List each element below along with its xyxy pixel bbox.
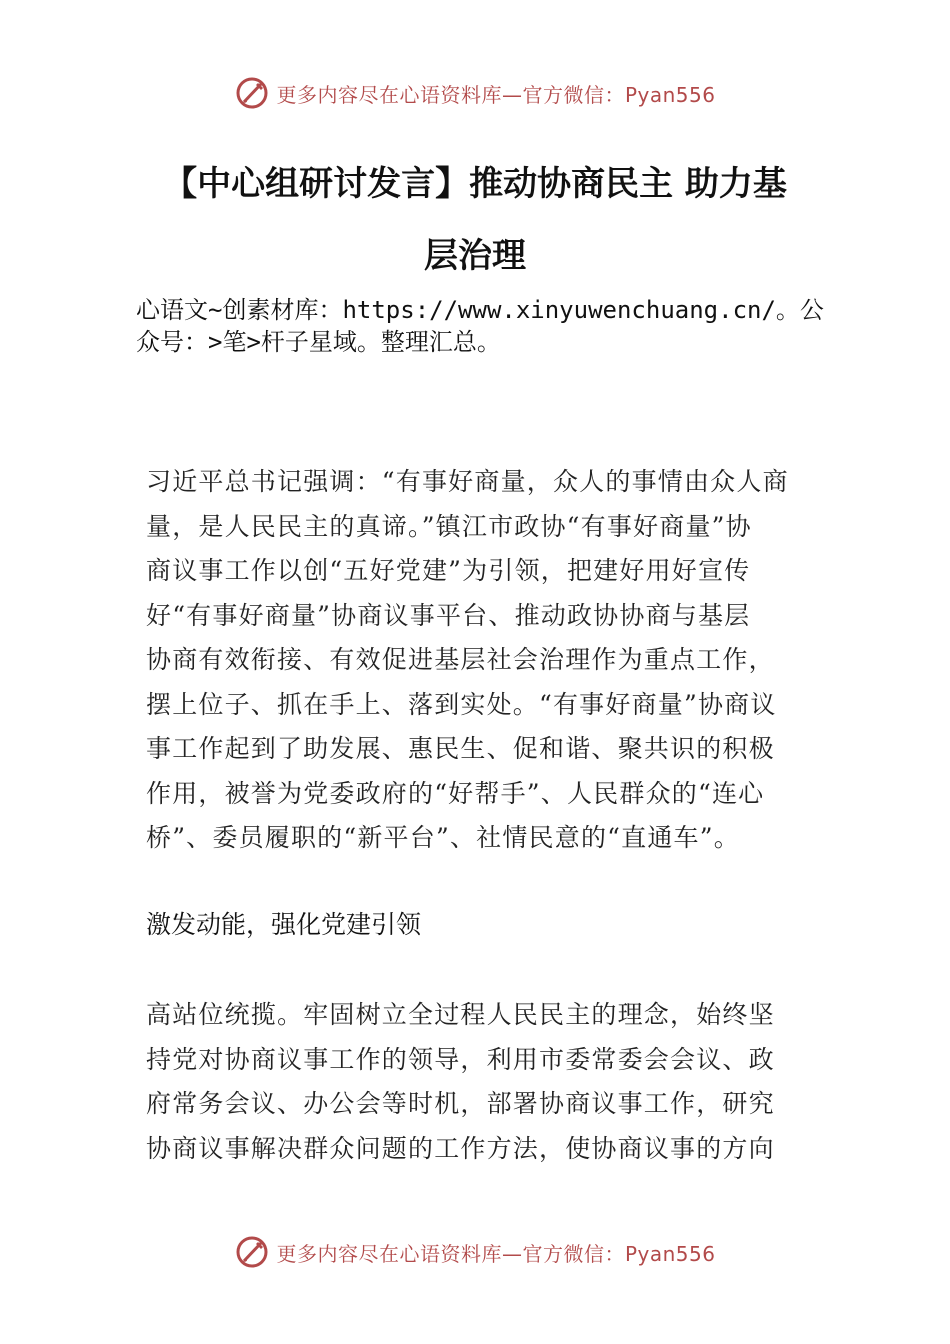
text-line: 持党对协商议事工作的领导，利用市委常委会会议、政 — [146, 1044, 775, 1074]
header-banner — [0, 73, 950, 113]
source-note-line: 心语文~创素材库：https://www.xinyuwenchuang.cn/。公 — [136, 296, 824, 324]
text-line: 协商议事解决群众问题的工作方法，使协商议事的方向 — [146, 1133, 775, 1163]
text-line: 府常务会议、办公会等时机，部署协商议事工作，研究 — [146, 1089, 775, 1118]
paragraph-intro — [146, 460, 826, 861]
footer-banner — [0, 1232, 950, 1272]
text-line: 好“有事好商量”协商议事平台、推动政协协商与基层 — [146, 600, 751, 630]
source-note — [136, 294, 836, 358]
text-line: 协商有效衔接、有效促进基层社会治理作为重点工作， — [146, 645, 775, 674]
section-heading: 激发动能，强化党建引领 — [146, 910, 422, 939]
text-line: 事工作起到了助发展、惠民生、促和谐、聚共识的积极 — [146, 734, 775, 763]
banner-text: 更多内容尽在心语资料库—官方微信：Pyan556 — [276, 1241, 716, 1266]
document-title-line-1: 【中心组研讨发言】推动协商民主 助力基 — [163, 164, 787, 204]
text-line: 高站位统揽。牢固树立全过程人民民主的理念，始终坚 — [146, 1000, 775, 1029]
pen-circle-logo-icon — [234, 75, 270, 111]
source-note-line: 众号：>笔>杆子星域。整理汇总。 — [136, 328, 501, 356]
text-line: 量，是人民民主的真谛。”镇江市政协“有事好商量”协 — [146, 511, 752, 541]
paragraph-body — [146, 993, 826, 1171]
banner-text: 更多内容尽在心语资料库—官方微信：Pyan556 — [276, 82, 716, 107]
text-line: 桥”、委员履职的“新平台”、社情民意的“直通车”。 — [146, 823, 740, 852]
text-line: 商议事工作以创“五好党建”为引领，把建好用好宣传 — [146, 556, 751, 585]
pen-circle-logo-icon — [234, 1234, 270, 1270]
text-line: 习近平总书记强调：“有事好商量，众人的事情由众人商 — [146, 467, 789, 496]
text-line: 作用，被誉为党委政府的“好帮手”、人民群众的“连心 — [146, 778, 765, 808]
document-title-line-2: 层治理 — [424, 236, 526, 276]
text-line: 摆上位子、抓在手上、落到实处。“有事好商量”协商议 — [146, 689, 777, 719]
